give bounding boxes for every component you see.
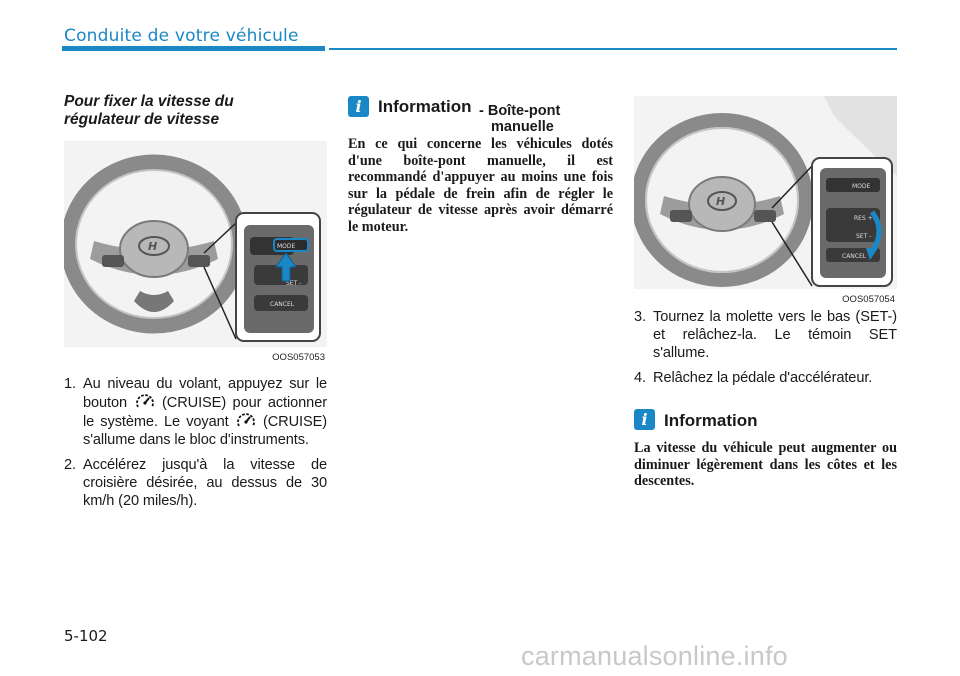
svg-text:H: H xyxy=(716,195,726,208)
step-1-text-c: (CRUISE) s'allume dans le bloc d'instruments. xyxy=(83,414,327,448)
step-1-text-b: (CRUISE) pour actionner le système. Le voyant xyxy=(83,395,327,430)
information-heading-2 xyxy=(634,409,897,433)
information-title: Information xyxy=(378,97,472,116)
step-3 xyxy=(634,308,897,362)
svg-text:RES +: RES + xyxy=(854,215,873,222)
steering-wheel-figure-set xyxy=(634,96,897,305)
steering-wheel-figure-press xyxy=(64,141,327,363)
middle-column xyxy=(348,96,613,235)
watermark: carmanualsonline.info xyxy=(521,641,788,671)
svg-text:MODE: MODE xyxy=(277,243,296,250)
svg-text:SET -: SET - xyxy=(856,233,872,240)
svg-text:H: H xyxy=(148,240,158,253)
information-title: Information xyxy=(664,411,758,430)
left-column xyxy=(64,93,327,517)
information-subtitle-line-1: - Boîte-pont xyxy=(479,103,561,119)
page-number: 5-102 xyxy=(64,627,108,645)
cruise-speedometer-icon xyxy=(235,412,257,430)
header-rule-thick xyxy=(62,46,325,51)
step-number: 1. xyxy=(64,376,76,392)
step-4 xyxy=(634,369,897,387)
step-number: 3. xyxy=(634,309,646,325)
info-icon: i xyxy=(348,96,369,117)
figure-code: OOS057053 xyxy=(272,352,325,363)
cruise-speedometer-icon xyxy=(134,393,156,411)
figure-code: OOS057054 xyxy=(842,294,895,305)
svg-text:CANCEL: CANCEL xyxy=(270,301,295,308)
info-icon: i xyxy=(634,409,655,430)
step-number: 4. xyxy=(634,370,646,386)
subheading xyxy=(64,93,327,129)
subheading-line-2: régulateur de vitesse xyxy=(64,111,220,128)
information-subtitle-line-2: manuelle xyxy=(491,119,554,135)
steps-list-right xyxy=(634,308,897,387)
subheading-line-1: Pour fixer la vitesse du xyxy=(64,93,234,110)
step-4-text: Relâchez la pédale d'accélérateur. xyxy=(653,370,873,386)
step-2-text: Accélérez jusqu'à la vitesse de croisière désirée, au dessus de 30 km/h (20 miles/h). xyxy=(83,457,327,509)
information-body: La vitesse du véhicule peut augmenter ou diminuer légèrement dans les côtes et les descentes. xyxy=(634,440,897,489)
information-subtitle xyxy=(479,103,560,135)
step-3-text: Tournez la molette vers le bas (SET-) et relâchez-la. Le témoin SET s'allume. xyxy=(653,309,897,361)
header-rule-thin xyxy=(329,48,897,50)
right-column xyxy=(634,96,897,490)
information-heading xyxy=(348,96,613,136)
step-number: 2. xyxy=(64,457,76,473)
step-1-text-a: Au niveau du volant, appuyez sur le bouton xyxy=(83,376,327,411)
svg-text:MODE: MODE xyxy=(852,183,871,190)
section-title: Conduite de votre véhicule xyxy=(64,26,299,46)
steps-list-left xyxy=(64,375,327,510)
information-body: En ce qui concerne les véhicules dotés d'une boîte-pont manuelle, il est recommandé d'appuyer au moins une fois sur la pédale de frein afin de régler le régulateur de vitesse après avoir démarré le moteur. xyxy=(348,136,613,235)
svg-text:CANCEL: CANCEL xyxy=(842,253,867,260)
step-2 xyxy=(64,456,327,510)
svg-text:SET -: SET - xyxy=(286,280,302,287)
step-1 xyxy=(64,375,327,449)
